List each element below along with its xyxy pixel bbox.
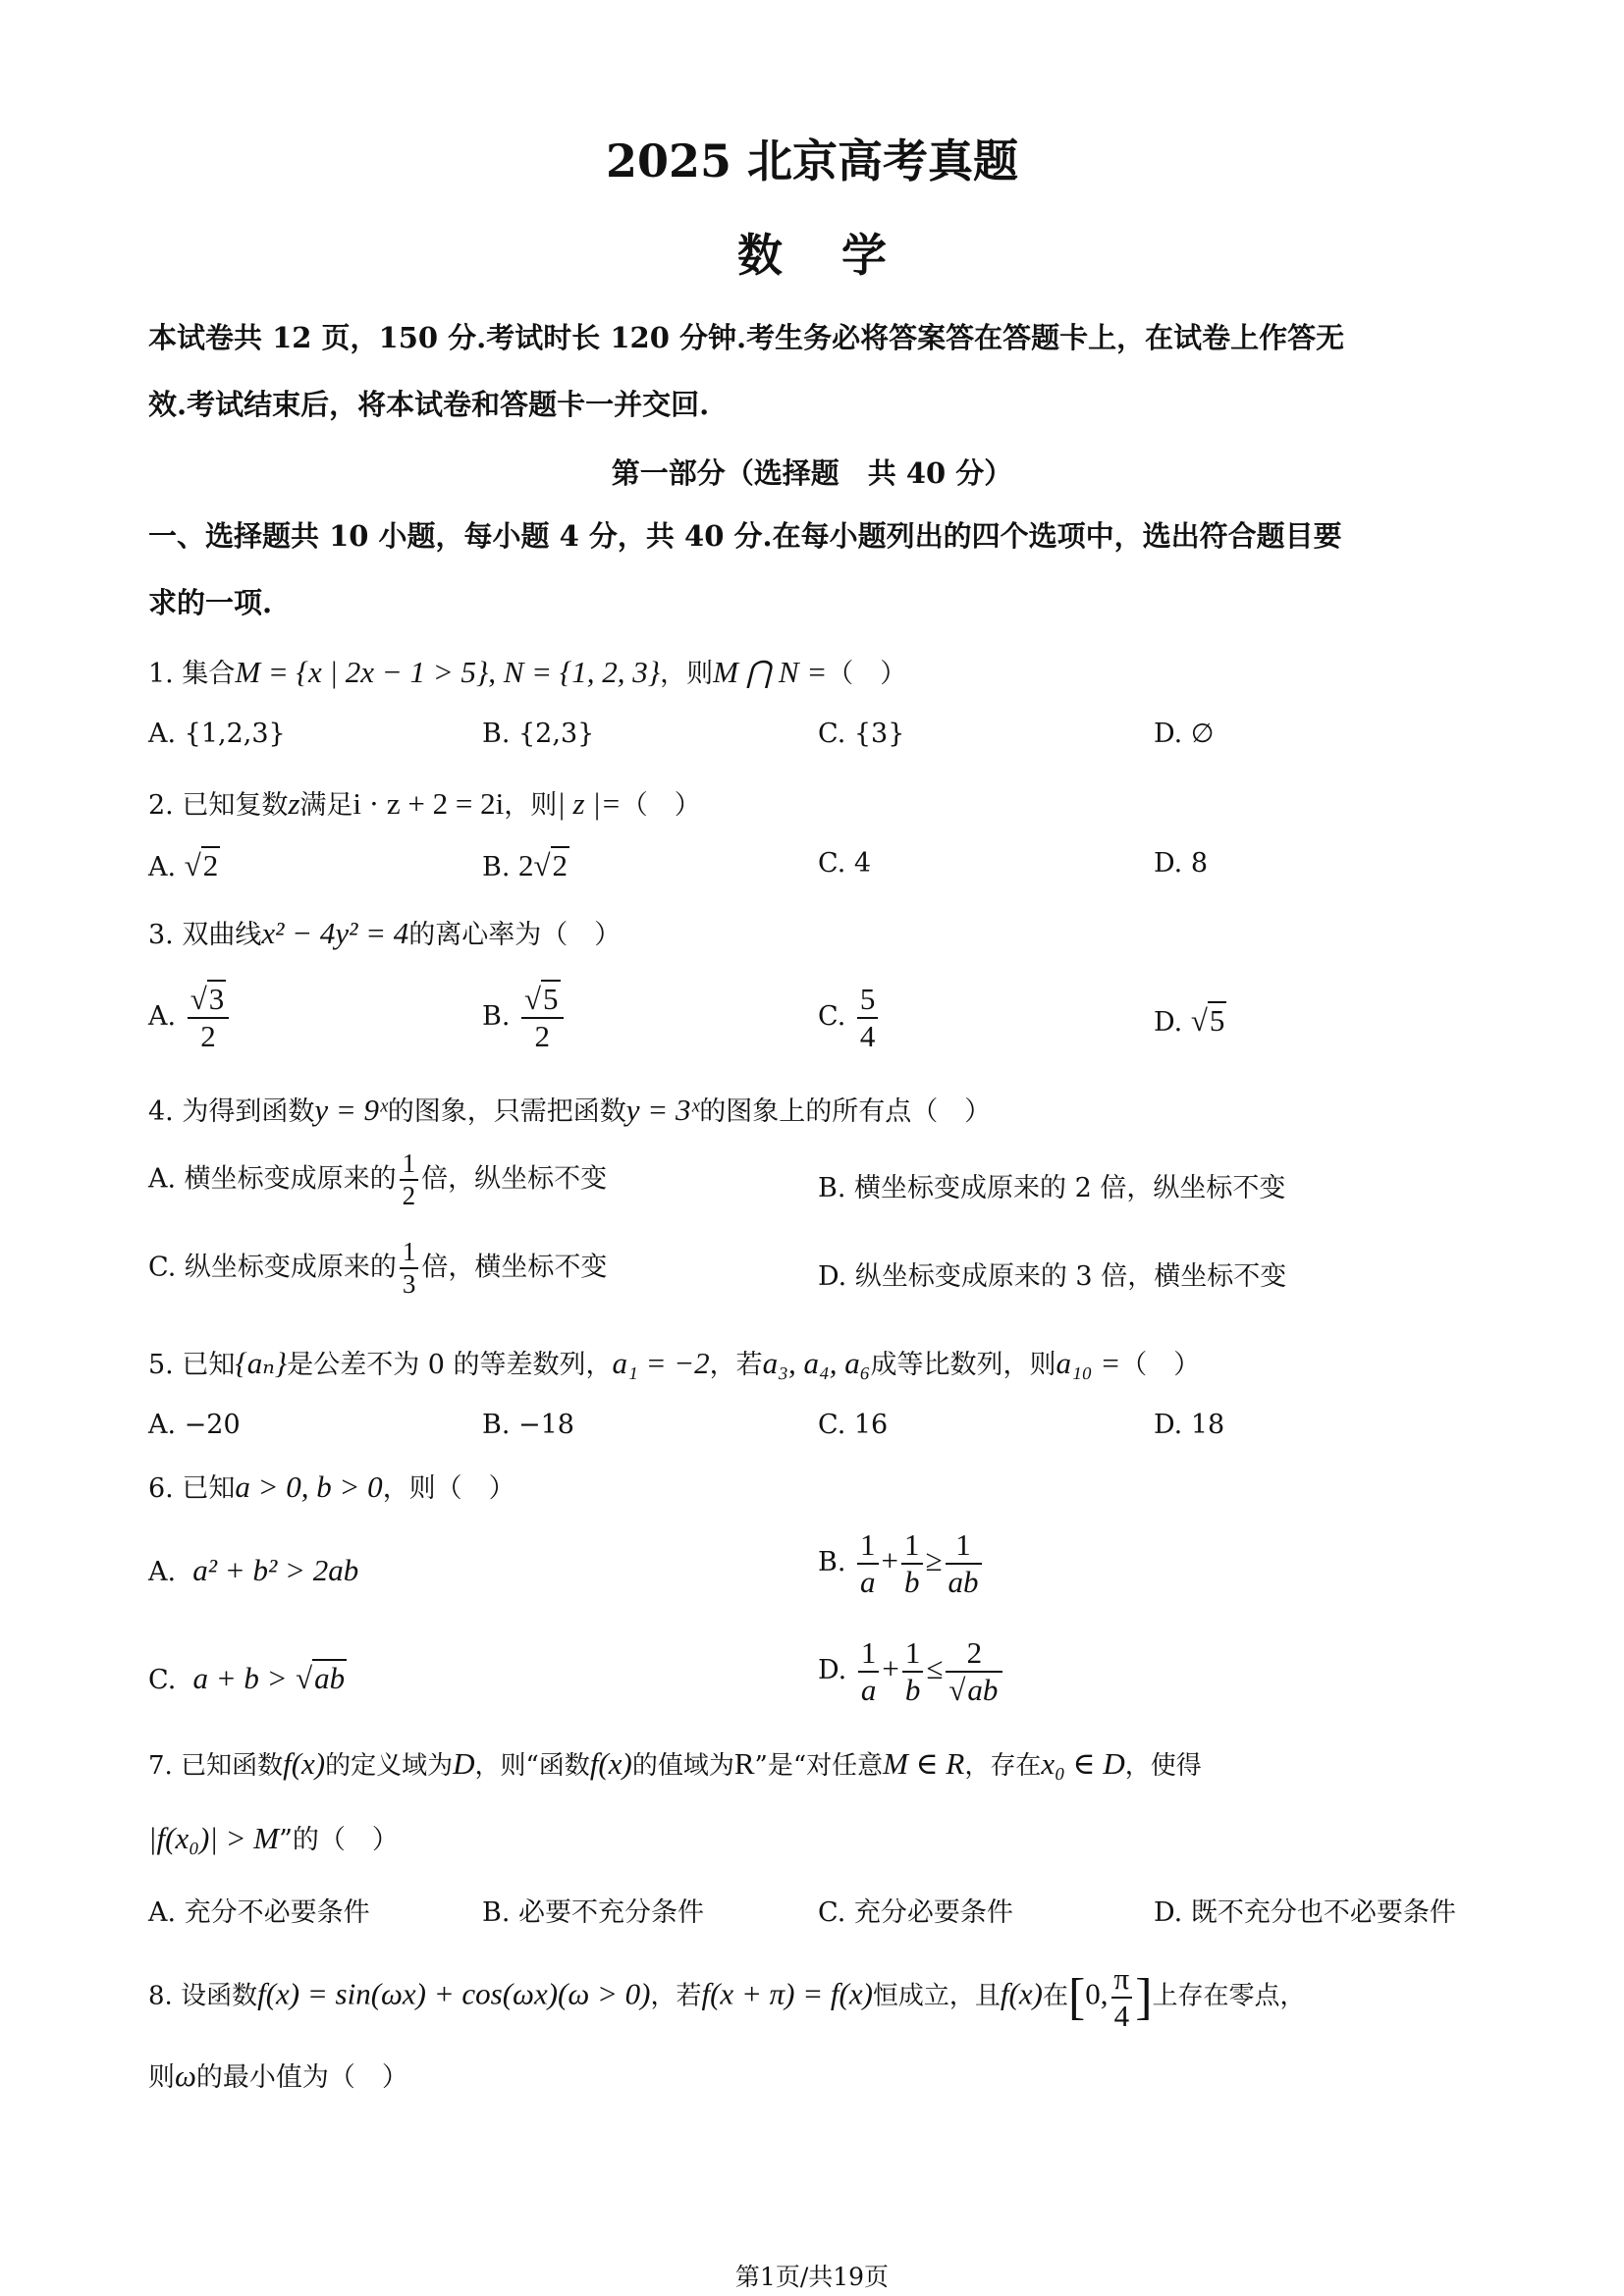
question-5-option-b: B. −18	[482, 1410, 574, 1440]
question-2-option-c: C. 4	[818, 848, 872, 879]
question-8-stem-line-1: 8. 设函数f(x) = sin(ωx) + cos(ωx)(ω > 0)，若f(x + π) = f(x)恒成立，且f(x)在[0, $\frac{\pi}{4}$ ]上存在零点，	[148, 1961, 1306, 2033]
question-5-stem: 5. 已知{aₙ}是公差不为 0 的等差数列，a₁ = −2，若a₃, a₄, a₆成等比数列，则a₁₀ =（ ）	[148, 1346, 1201, 1380]
question-3-stem: 3. 双曲线x² − 4y² = 4的离心率为（ ）	[148, 916, 622, 950]
page-title: 2025 北京高考真题	[605, 134, 1019, 187]
question-4-option-d: D. 纵坐标变成原来的 3 倍，横坐标不变	[818, 1261, 1287, 1292]
question-1-option-d: D. ∅	[1154, 719, 1215, 749]
question-2-option-a: A. √2	[148, 848, 219, 882]
question-6-stem: 6. 已知a > 0, b > 0，则（ ）	[148, 1469, 515, 1504]
question-5-option-a: A. −20	[148, 1410, 241, 1440]
question-7-option-b: B. 必要不充分条件	[482, 1897, 705, 1928]
page-number: 第1页/共19页	[734, 2263, 890, 2291]
question-8-stem-line-2: 则ω的最小值为（ ）	[148, 2058, 408, 2093]
question-6-option-d: D. $\frac{1}{a}$ + $\frac{1}{b}$ ≤ $\frac{2}{√ab}$	[818, 1635, 1005, 1707]
question-1-option-a: A. {1,2,3}	[148, 719, 286, 749]
question-6-option-b: B. $\frac{1}{a}$ + $\frac{1}{b}$ ≥ $\frac{1}{ab}$	[818, 1527, 985, 1599]
question-2-option-d: D. 8	[1154, 848, 1209, 879]
question-2-option-b: B. 2√2	[482, 848, 568, 882]
question-7-stem-line-1: 7. 已知函数f(x)的定义域为D，则“函数f(x)的值域为R”是“对任意M ∈ R，存在x₀ ∈ D，使得	[148, 1746, 1202, 1781]
question-6-option-a: A. a² + b² > 2ab	[148, 1553, 359, 1587]
question-1-stem: 1. 集合M = {x | 2x − 1 > 5}, N = {1, 2, 3}，则M ⋂ N =（ ）	[148, 655, 907, 689]
question-4-option-b: B. 横坐标变成原来的 2 倍，纵坐标不变	[818, 1173, 1286, 1203]
question-3-option-c: C. $\frac{5}{4}$	[818, 982, 881, 1053]
question-3-option-d: D. √5	[1154, 1003, 1225, 1038]
question-7-option-a: A. 充分不必要条件	[148, 1897, 370, 1928]
question-3-option-a: A. $\frac{√3}{2}$	[148, 982, 232, 1053]
question-3-option-b: B. $\frac{√5}{2}$	[482, 982, 567, 1053]
question-4-option-a: A. 横坐标变成原来的 $\frac{1}{2}$ 倍，纵坐标不变	[148, 1148, 608, 1211]
question-7-option-c: C. 充分必要条件	[818, 1897, 1013, 1928]
intro-line-1: 本试卷共 12 页，150 分.考试时长 120 分钟.考生务必将答案答在答题卡上，在试卷上作答无	[148, 321, 1345, 354]
question-6-option-c: C. a + b > √ab	[148, 1661, 346, 1695]
part-heading: 第一部分（选择题 共 40 分）	[611, 456, 1013, 490]
question-7-option-d: D. 既不充分也不必要条件	[1154, 1897, 1456, 1928]
section-instruction-1: 一、选择题共 10 小题，每小题 4 分，共 40 分.在每小题列出的四个选项中，选出符合题目要	[148, 519, 1342, 553]
subject-title: 数学	[737, 229, 946, 282]
question-1-option-c: C. {3}	[818, 719, 905, 749]
question-7-stem-line-2: |f(x₀)| > M”的（ ）	[148, 1821, 399, 1855]
intro-line-2: 效.考试结束后，将本试卷和答题卡一并交回.	[148, 388, 710, 421]
question-4-option-c: C. 纵坐标变成原来的 $\frac{1}{3}$ 倍，横坐标不变	[148, 1237, 608, 1300]
question-5-option-d: D. 18	[1154, 1410, 1225, 1440]
question-5-option-c: C. 16	[818, 1410, 889, 1440]
question-1-option-b: B. {2,3}	[482, 719, 595, 749]
question-2-stem: 2. 已知复数z满足i · z + 2 = 2i，则| z |=（ ）	[148, 786, 701, 821]
section-instruction-2: 求的一项.	[148, 586, 273, 619]
question-4-stem: 4. 为得到函数y = 9ˣ的图象，只需把函数y = 3ˣ的图象上的所有点（ ）	[148, 1093, 992, 1127]
